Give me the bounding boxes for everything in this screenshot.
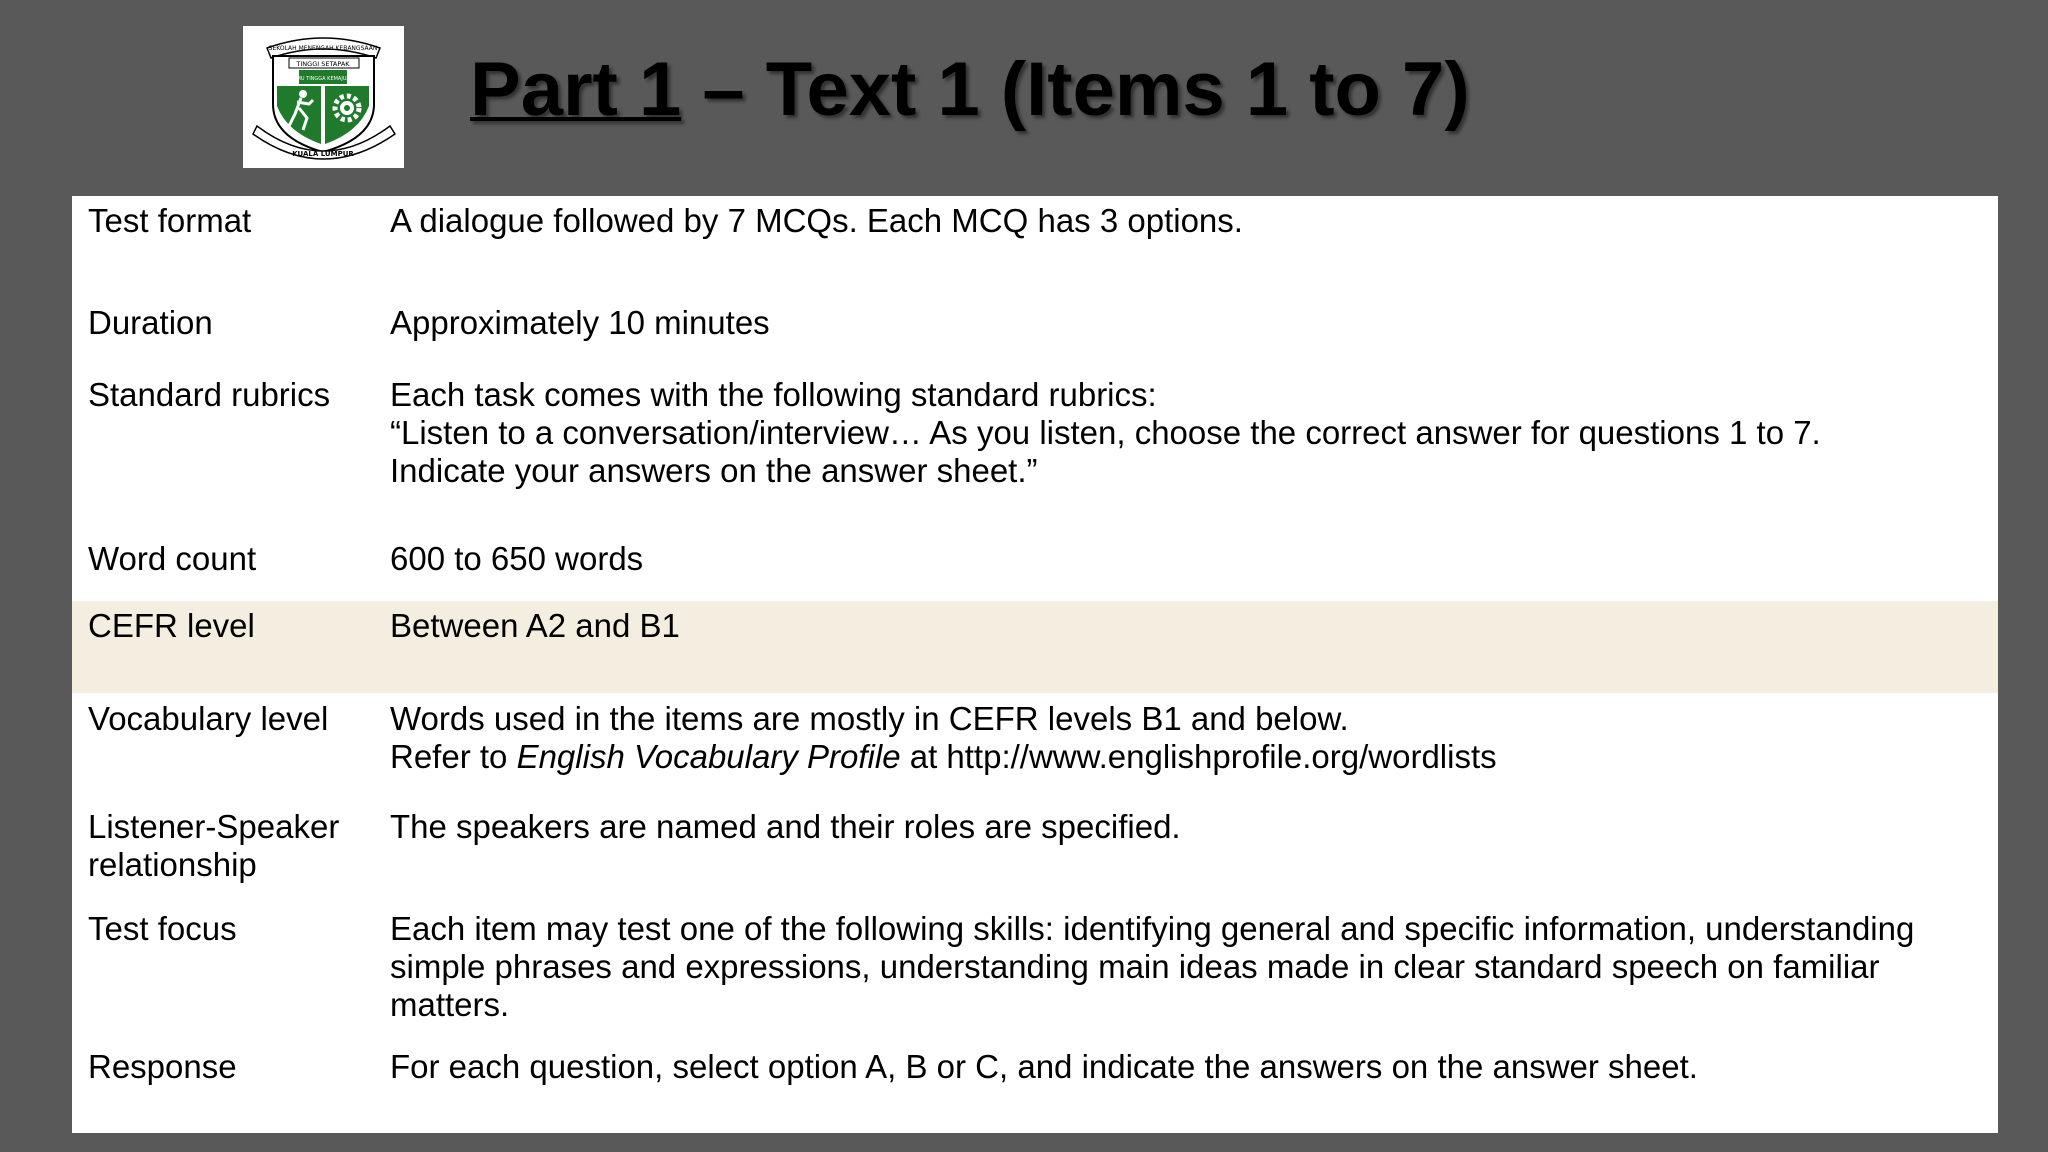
row-label: CEFR level xyxy=(88,607,255,644)
logo-banner-bottom-text: KUALA LUMPUR xyxy=(292,150,354,158)
row-value-line: Indicate your answers on the answer sheet.” xyxy=(390,452,1038,489)
table-row xyxy=(72,808,1998,898)
row-label-line: relationship xyxy=(88,846,257,883)
row-value-line: simple phrases and expressions, understanding main ideas made in clear standard speech on familiar xyxy=(390,948,1880,985)
table-row xyxy=(72,304,1998,364)
title-rest: – Text 1 (Items 1 to 7) xyxy=(681,47,1470,132)
row-value-text: at http://www.englishprofile.org/wordlists xyxy=(900,738,1497,775)
school-logo xyxy=(243,26,404,168)
row-label: Test focus xyxy=(88,910,237,947)
row-label: Response xyxy=(88,1048,237,1085)
row-value xyxy=(390,700,1990,776)
page-title xyxy=(470,47,1470,132)
row-value-line: Words used in the items are mostly in CEFR levels B1 and below. xyxy=(390,700,1349,737)
table-row xyxy=(72,376,1998,526)
row-value-line: “Listen to a conversation/interview… As you listen, choose the correct answer for questions 1 to 7. xyxy=(390,414,1821,451)
row-label: Standard rubrics xyxy=(88,376,331,413)
row-value: A dialogue followed by 7 MCQs. Each MCQ has 3 options. xyxy=(390,202,1243,239)
row-value-line xyxy=(390,738,1990,776)
logo-motto: ILMU TINGGA KEMAJUAN xyxy=(292,76,354,82)
table-row xyxy=(72,700,1998,790)
row-value: For each question, select option A, B or C, and indicate the answers on the answer sheet. xyxy=(390,1048,1698,1085)
row-value: Approximately 10 minutes xyxy=(390,304,770,341)
row-value-line: matters. xyxy=(390,986,510,1023)
row-label-line: Listener-Speaker xyxy=(88,808,340,845)
table-row xyxy=(72,1048,1998,1108)
row-value xyxy=(390,376,1990,490)
row-label: Duration xyxy=(88,304,213,341)
row-value-line: Each task comes with the following standard rubrics: xyxy=(390,376,1157,413)
row-value: Between A2 and B1 xyxy=(390,607,680,644)
table-row xyxy=(72,540,1998,594)
row-label: Test format xyxy=(88,202,252,239)
row-value: The speakers are named and their roles are specified. xyxy=(390,808,1181,845)
logo-banner-top-text: SEKOLAH MENENGAH KEBANGSAAN xyxy=(268,45,378,52)
row-value: 600 to 650 words xyxy=(390,540,644,577)
table-row-highlighted xyxy=(72,601,1998,693)
row-value xyxy=(390,910,1990,1024)
logo-school-name: TINGGI SETAPAK xyxy=(296,60,350,68)
table-row xyxy=(72,202,1998,292)
title-part: Part 1 xyxy=(470,47,682,132)
row-value-line: Each item may test one of the following skills: identifying general and specific information, understanding xyxy=(390,910,1915,947)
row-label: Word count xyxy=(88,540,257,577)
table-row xyxy=(72,910,1998,1030)
row-label: Vocabulary level xyxy=(88,700,329,737)
row-value-italic: English Vocabulary Profile xyxy=(516,738,901,775)
spec-table xyxy=(72,196,1998,1133)
row-label xyxy=(88,808,378,884)
row-value-text: Refer to xyxy=(390,738,517,775)
